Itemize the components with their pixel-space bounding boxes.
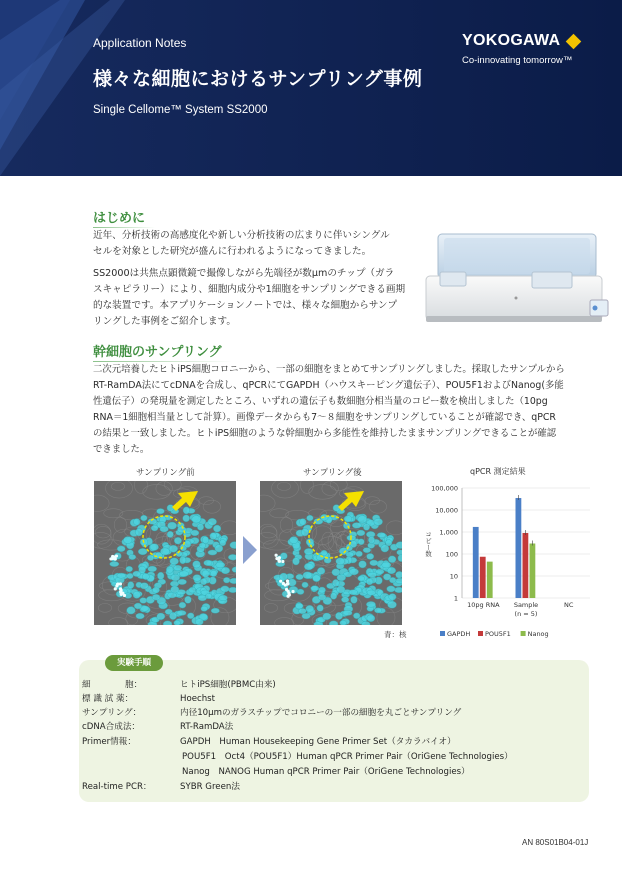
row-key: 標 識 試 薬： — [82, 694, 134, 704]
y-tick-label: 1,000 — [439, 528, 458, 537]
legend-swatch — [440, 631, 445, 636]
row-value: GAPDH Human Housekeeping Gene Primer Set（タカラバイオ） — [180, 737, 456, 747]
stem-cell-heading: 幹細胞のサンプリング — [93, 341, 222, 360]
text-line: RT-RamDA法にてcDNAを合成し、qPCRにてGAPDH（ハウスキーピング遺伝子）、POU5F1およびNanog(多能 — [93, 380, 564, 391]
bar-gapdh — [473, 527, 479, 598]
legend-swatch — [521, 631, 526, 636]
micrograph-after — [260, 481, 402, 625]
logo-text: YOKOGAWA — [462, 32, 561, 49]
text-line: リングした事例をご紹介します。 — [93, 316, 236, 327]
y-tick-label: 10,000 — [435, 506, 458, 515]
stem-cell-paragraph — [93, 362, 565, 458]
row-key: サンプリング： — [82, 708, 142, 718]
bar-pou5f1 — [480, 557, 486, 598]
row-key: 細 胞： — [82, 680, 143, 690]
experiment-badge: 実験手順 — [105, 655, 163, 671]
nucleus-stain-note: 青：核 — [384, 630, 407, 639]
row-value: Hoechst — [180, 694, 216, 704]
chart-title: qPCR 測定結果 — [470, 467, 526, 476]
bar-gapdh — [516, 498, 522, 598]
y-tick-label: 100,000 — [431, 484, 458, 493]
x-tick-label: Sample — [513, 601, 539, 609]
legend-swatch — [478, 631, 483, 636]
text-line: できました。 — [93, 444, 150, 455]
intro-heading: はじめに — [93, 207, 145, 226]
y-tick-label: 1 — [453, 594, 458, 603]
experiment-row-continuation: POU5F1 Oct4（POU5F1）Human qPCR Primer Pair（OriGene Technologies） — [182, 752, 513, 762]
text-line: の結果と一致しました。ヒトiPS細胞のような幹細胞から多能性を維持したままサンプリングできることが確認 — [93, 428, 557, 439]
legend-label: Nanog — [527, 630, 549, 638]
arrow-right-icon — [243, 536, 257, 564]
row-value: 内径10µmのガラスチップでコロニーの一部の細胞を丸ごとサンプリング — [180, 708, 462, 718]
legend-label: GAPDH — [447, 630, 471, 638]
page-title: 様々な細胞におけるサンプリング事例 — [93, 68, 423, 90]
experiment-row — [82, 720, 233, 734]
row-key: Real-time PCR： — [82, 782, 152, 792]
experiment-row-continuation: Nanog NANOG Human qPCR Primer Pair（OriGene Technologies） — [182, 767, 470, 777]
row-value: RT-RamDA法 — [180, 722, 234, 732]
intro-paragraph-2 — [93, 266, 405, 330]
before-sampling-label: サンプリング前 — [136, 468, 195, 478]
text-line: 的な装置です。本アプリケーションノートでは、様々な細胞からサンプ — [93, 300, 398, 311]
text-line: 性遺伝子）の発現量を測定したところ、いずれの遺伝子も数細胞分相当量のコピー数を検出しました（10pg — [93, 396, 548, 407]
x-tick-label: NC — [563, 601, 574, 609]
experiment-row — [82, 692, 215, 706]
experiment-row — [82, 735, 456, 749]
after-sampling-label: サンプリング後 — [303, 468, 362, 478]
text-line: RNA＝1細胞相当量として計算）。画像データからも7～８細胞をサンプリングしていることが確認でき、qPCR — [93, 412, 556, 423]
header-banner — [0, 0, 622, 176]
diamond-icon — [566, 33, 582, 49]
bar-pou5f1 — [523, 533, 529, 598]
text-line: セルを対象とした研究が盛んに行われるようになってきました。 — [93, 246, 372, 257]
text-line: 近年、分析技術の高感度化や新しい分析技術の広まりに伴いシングル — [93, 230, 390, 241]
logo-tagline: Co-innovating tomorrow™ — [462, 55, 573, 66]
x-tick-label: 10pg RNA — [467, 601, 500, 609]
company-logo — [462, 32, 579, 50]
page-subtitle: Single Cellome™ System SS2000 — [93, 104, 268, 116]
x-tick-sublabel: (n = 5) — [514, 610, 538, 618]
row-value: ヒトiPS細胞(PBMC由来) — [180, 680, 276, 690]
legend-label: POU5F1 — [485, 630, 511, 638]
bar-nanog — [487, 562, 493, 598]
document-code: AN 80S01B04-01J — [522, 838, 589, 847]
intro-paragraph-1 — [93, 228, 390, 260]
text-line: スキャピラリー）により、細胞内成分や1細胞をサンプリングできる画期 — [93, 284, 406, 295]
row-key: cDNA合成法： — [82, 722, 141, 732]
bar-nanog — [530, 544, 536, 598]
y-tick-label: 10 — [449, 572, 458, 581]
row-value: SYBR Green法 — [180, 782, 240, 792]
text-line: 二次元培養したヒトiPS細胞コロニーから、一部の細胞をまとめてサンプリングしました。採取したサンプルから — [93, 364, 565, 375]
text-line: SS2000は共焦点顕微鏡で撮像しながら先端径が数µmのチップ（ガラ — [93, 268, 395, 279]
experiment-row — [82, 678, 276, 692]
application-notes-label: Application Notes — [93, 36, 187, 50]
y-tick-label: 100 — [445, 550, 458, 559]
y-axis-label: コピー数 — [424, 531, 432, 557]
experiment-row — [82, 780, 240, 794]
row-key: Primer情報： — [82, 737, 136, 747]
qpcr-chart — [400, 478, 600, 648]
experiment-row — [82, 706, 461, 720]
micrograph-before — [94, 481, 236, 625]
ss2000-instrument-image — [420, 228, 610, 330]
